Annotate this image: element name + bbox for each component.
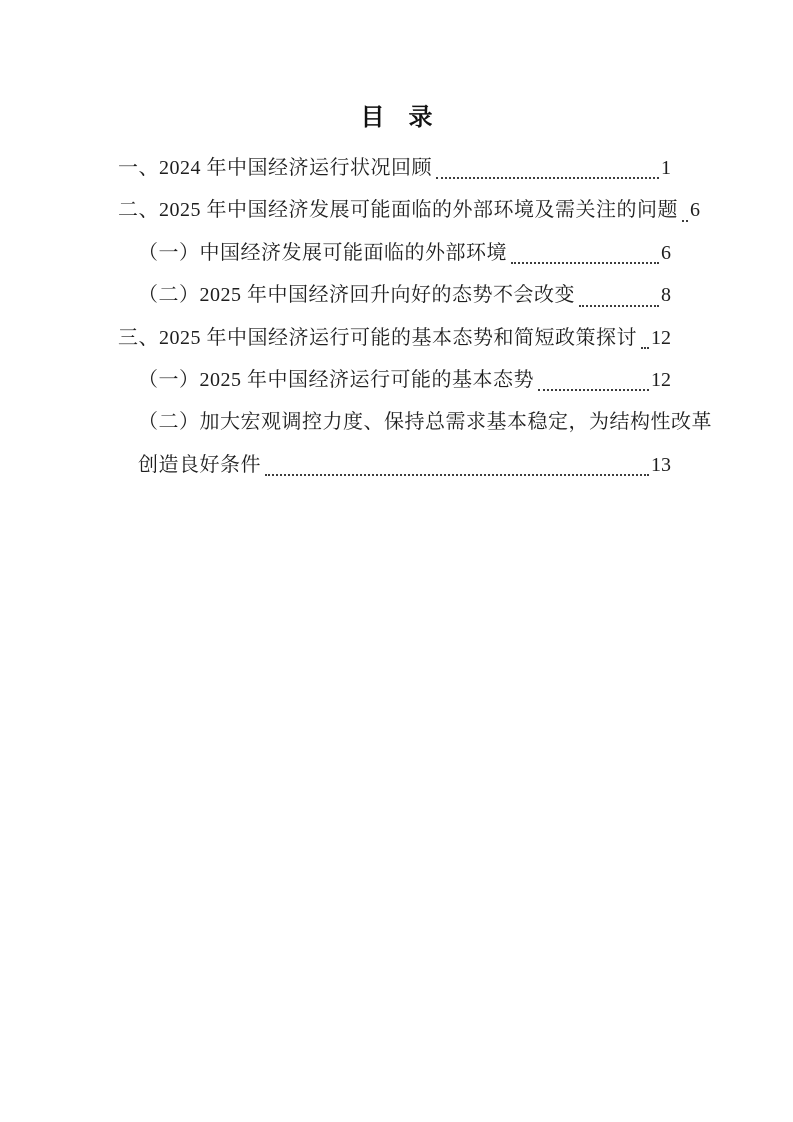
toc-entry[interactable] [118, 444, 671, 486]
toc-page-number: 12 [651, 368, 671, 391]
dot-leader [511, 262, 659, 264]
toc-entry-label: 三、2025 年中国经济运行可能的基本态势和简短政策探讨 [118, 326, 637, 349]
toc-entry-label: （二）2025 年中国经济回升向好的态势不会改变 [138, 284, 575, 307]
toc-entry-label-continuation: 创造良好条件 [138, 453, 261, 476]
toc-page-number: 6 [690, 199, 700, 222]
toc-page-number: 8 [661, 284, 671, 307]
toc-entry[interactable] [118, 147, 671, 189]
toc-entry-label: 一、2024 年中国经济运行状况回顾 [118, 157, 432, 179]
dot-leader [641, 347, 649, 349]
toc-page-number: 6 [661, 241, 671, 264]
toc-page-number: 12 [651, 326, 671, 349]
toc-entry[interactable] [118, 189, 700, 231]
toc-entry[interactable] [118, 274, 671, 316]
toc-entry[interactable] [118, 401, 712, 443]
toc-title: 目 录 [360, 104, 433, 131]
toc-entry[interactable] [118, 232, 671, 274]
dot-leader [682, 220, 688, 222]
dot-leader [265, 474, 649, 476]
toc-page-number: 1 [661, 157, 671, 179]
toc-entry-label: （二）加大宏观调控力度、保持总需求基本稳定，为结构性改革 [138, 411, 712, 434]
toc-entry-label: （一）2025 年中国经济运行可能的基本态势 [138, 368, 534, 391]
toc-entry-label: （一）中国经济发展可能面临的外部环境 [138, 241, 507, 264]
dot-leader [436, 177, 659, 179]
dot-leader [579, 305, 659, 307]
dot-leader [538, 389, 649, 391]
toc-entry[interactable] [118, 317, 671, 359]
toc-entry-label: 二、2025 年中国经济发展可能面临的外部环境及需关注的问题 [118, 199, 678, 222]
toc-entry[interactable] [118, 359, 671, 401]
toc-page-number: 13 [651, 453, 671, 476]
table-of-contents [118, 147, 712, 486]
